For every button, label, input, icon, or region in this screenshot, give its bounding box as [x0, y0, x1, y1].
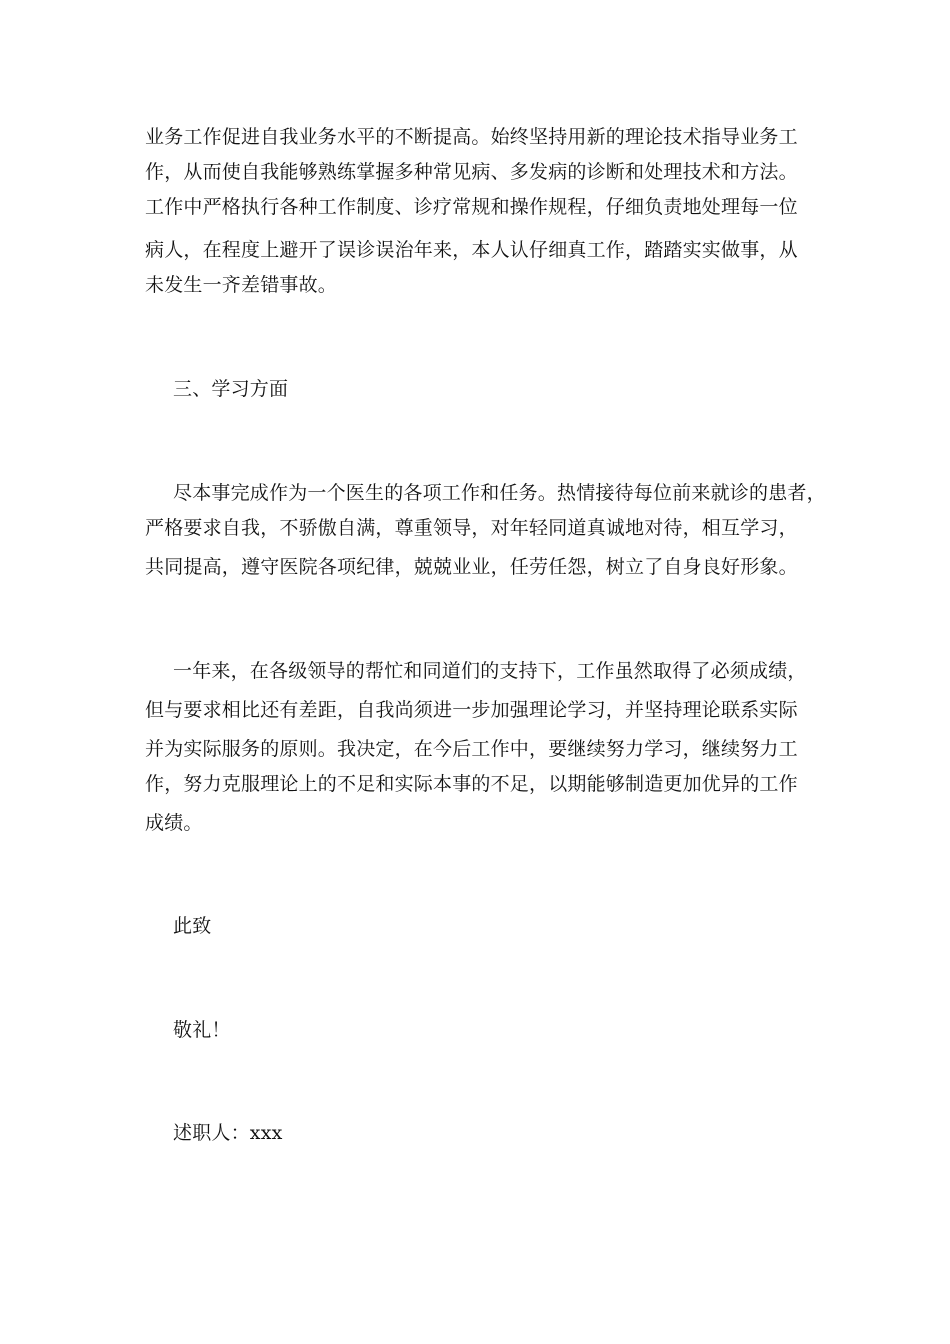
signature-line: 述职人：xxx	[173, 1122, 283, 1144]
paragraph-2-line-3: 共同提高，遵守医院各项纪律，兢兢业业，任劳任怨，树立了自身良好形象。	[145, 556, 798, 578]
paragraph-3-line-4: 作，努力克服理论上的不足和实际本事的不足，以期能够制造更加优异的工作	[145, 773, 798, 795]
section-heading: 三、学习方面	[173, 378, 289, 400]
paragraph-1-line-1: 业务工作促进自我业务水平的不断提高。始终坚持用新的理论技术指导业务工	[145, 126, 798, 148]
paragraph-1-line-5: 未发生一齐差错事故。	[145, 274, 338, 296]
closing-salutation: 此致	[173, 915, 212, 937]
paragraph-1-line-3: 工作中严格执行各种工作制度、诊疗常规和操作规程，仔细负责地处理每一位	[145, 196, 798, 218]
paragraph-1-line-2: 作，从而使自我能够熟练掌握多种常见病、多发病的诊断和处理技术和方法。	[145, 161, 798, 183]
paragraph-3-line-5: 成绩。	[145, 812, 203, 834]
paragraph-2-line-2: 严格要求自我，不骄傲自满，尊重领导，对年轻同道真诚地对待，相互学习，	[145, 517, 798, 539]
paragraph-3-line-3: 并为实际服务的原则。我决定，在今后工作中，要继续努力学习，继续努力工	[145, 738, 798, 760]
closing-respect: 敬礼！	[173, 1019, 231, 1041]
paragraph-3-line-2: 但与要求相比还有差距，自我尚须进一步加强理论学习，并坚持理论联系实际	[145, 699, 798, 721]
paragraph-3-line-1: 一年来，在各级领导的帮忙和同道们的支持下，工作虽然取得了必须成绩，	[173, 660, 807, 682]
paragraph-2-line-1: 尽本事完成作为一个医生的各项工作和任务。热情接待每位前来就诊的患者，	[173, 482, 826, 504]
paragraph-1-line-4: 病人，在程度上避开了误诊误治年来，本人认仔细真工作，踏踏实实做事，从	[145, 239, 798, 261]
